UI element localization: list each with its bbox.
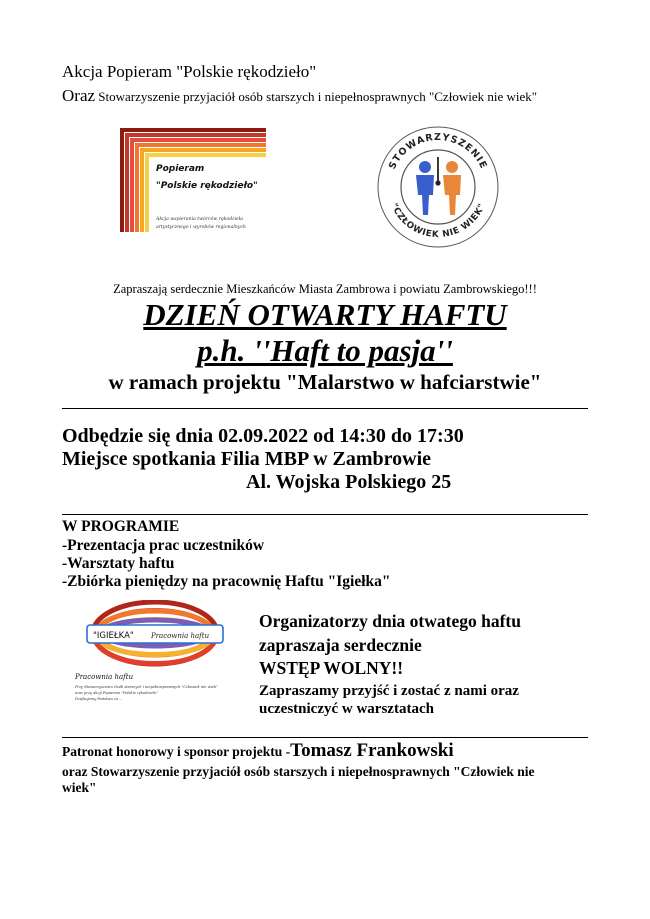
event-address: Al. Wojska Polskiego 25 [246, 471, 452, 493]
patron-line-3: wiek" [62, 780, 97, 795]
divider [62, 514, 588, 515]
event-date: Odbędzie się dnia 02.09.2022 od 14:30 do 17:30 [62, 425, 464, 447]
logo-stowarzyszenie-graphic [361, 123, 515, 251]
logo-popieram-tagline-2: artystycznego i wyrobów regionalnych [156, 225, 246, 230]
ring-text-bottom: "CZŁOWIEK NIE WIEK" [388, 201, 488, 241]
patron-name: Tomasz Frankowski [290, 740, 454, 761]
patron-line-1 [62, 740, 454, 762]
logo-popieram-graphic [120, 128, 268, 232]
patron-line-2: oraz Stowarzyszenie przyjaciół osób starszych i niepełnosprawnych "Człowiek nie [62, 764, 535, 779]
logo-popieram-title-1: Popieram [156, 164, 205, 174]
header-line-2-rest: Stowarzyszenie przyjaciół osób starszych i niepełnosprawnych "Człowiek nie wiek" [95, 89, 538, 104]
program-item: -Warsztaty haftu [62, 555, 175, 572]
event-place: Miejsce spotkania Filia MBP w Zambrowie [62, 448, 432, 470]
divider [62, 737, 588, 738]
ring-text-top: STOWARZYSZENIE [386, 131, 490, 172]
free-entry-text: WSTĘP WOLNY!! [259, 658, 404, 678]
organizers-line-4: Zapraszamy przyjść i zostać z nami oraz [259, 683, 519, 699]
project-subtitle: w ramach projektu "Malarstwo w hafciarstwie" [108, 370, 542, 394]
logo-igielka-label: Pracownia haftu [151, 632, 210, 640]
divider [62, 408, 588, 409]
event-subtitle-name: p.h. ''Haft to pasja'' [197, 333, 453, 368]
logo-igielka [73, 600, 238, 712]
logo-igielka-graphic [73, 600, 238, 712]
logo-popieram-title-2: "Polskie rękodzieło" [156, 181, 258, 191]
organizers-line-2: zapraszaja serdecznie [259, 635, 422, 655]
invite-text: Zapraszają serdecznie Mieszkańców Miasta Zambrowa i powiatu Zambrowskiego!!! [113, 282, 537, 296]
logo-igielka-name: "IGIEŁKA" [93, 631, 134, 641]
logo-igielka-caption-2: oraz przy akcji Popieram "Polskie rękodzieło" [75, 691, 158, 695]
logo-popieram-tagline-1: Akcja wspierania twórców rękodzieła [156, 217, 243, 222]
logo-igielka-caption-title: Pracownia haftu [75, 673, 134, 681]
clock-center-icon [435, 180, 440, 185]
logo-stowarzyszenie [361, 123, 515, 251]
event-title: DZIEŃ OTWARTY HAFTU [143, 297, 507, 332]
logo-popieram [120, 128, 268, 232]
program-item: -Prezentacja prac uczestników [62, 537, 265, 554]
header-line-2 [62, 86, 537, 106]
header-line-2-lead: Oraz [62, 86, 96, 105]
logo-igielka-caption-3: Dziękujemy Państwu za ... [75, 697, 123, 701]
program-item: -Zbiórka pieniędzy na pracownię Haftu "Igiełka" [62, 573, 391, 590]
logo-igielka-caption-1: Przy Stowarzyszeniu Osób starszych i niepełnosprawnych "Człowiek nie wiek" [75, 685, 218, 689]
header-line-1: Akcja Popieram "Polskie rękodzieło" [62, 62, 317, 81]
organizers-line-5: uczestniczyć w warsztatach [259, 701, 434, 717]
organizers-line-1: Organizatorzy dnia otwatego haftu [259, 611, 521, 631]
program-heading: W PROGRAMIE [62, 518, 180, 535]
patron-lead: Patronat honorowy i sponsor projektu - [62, 744, 291, 759]
